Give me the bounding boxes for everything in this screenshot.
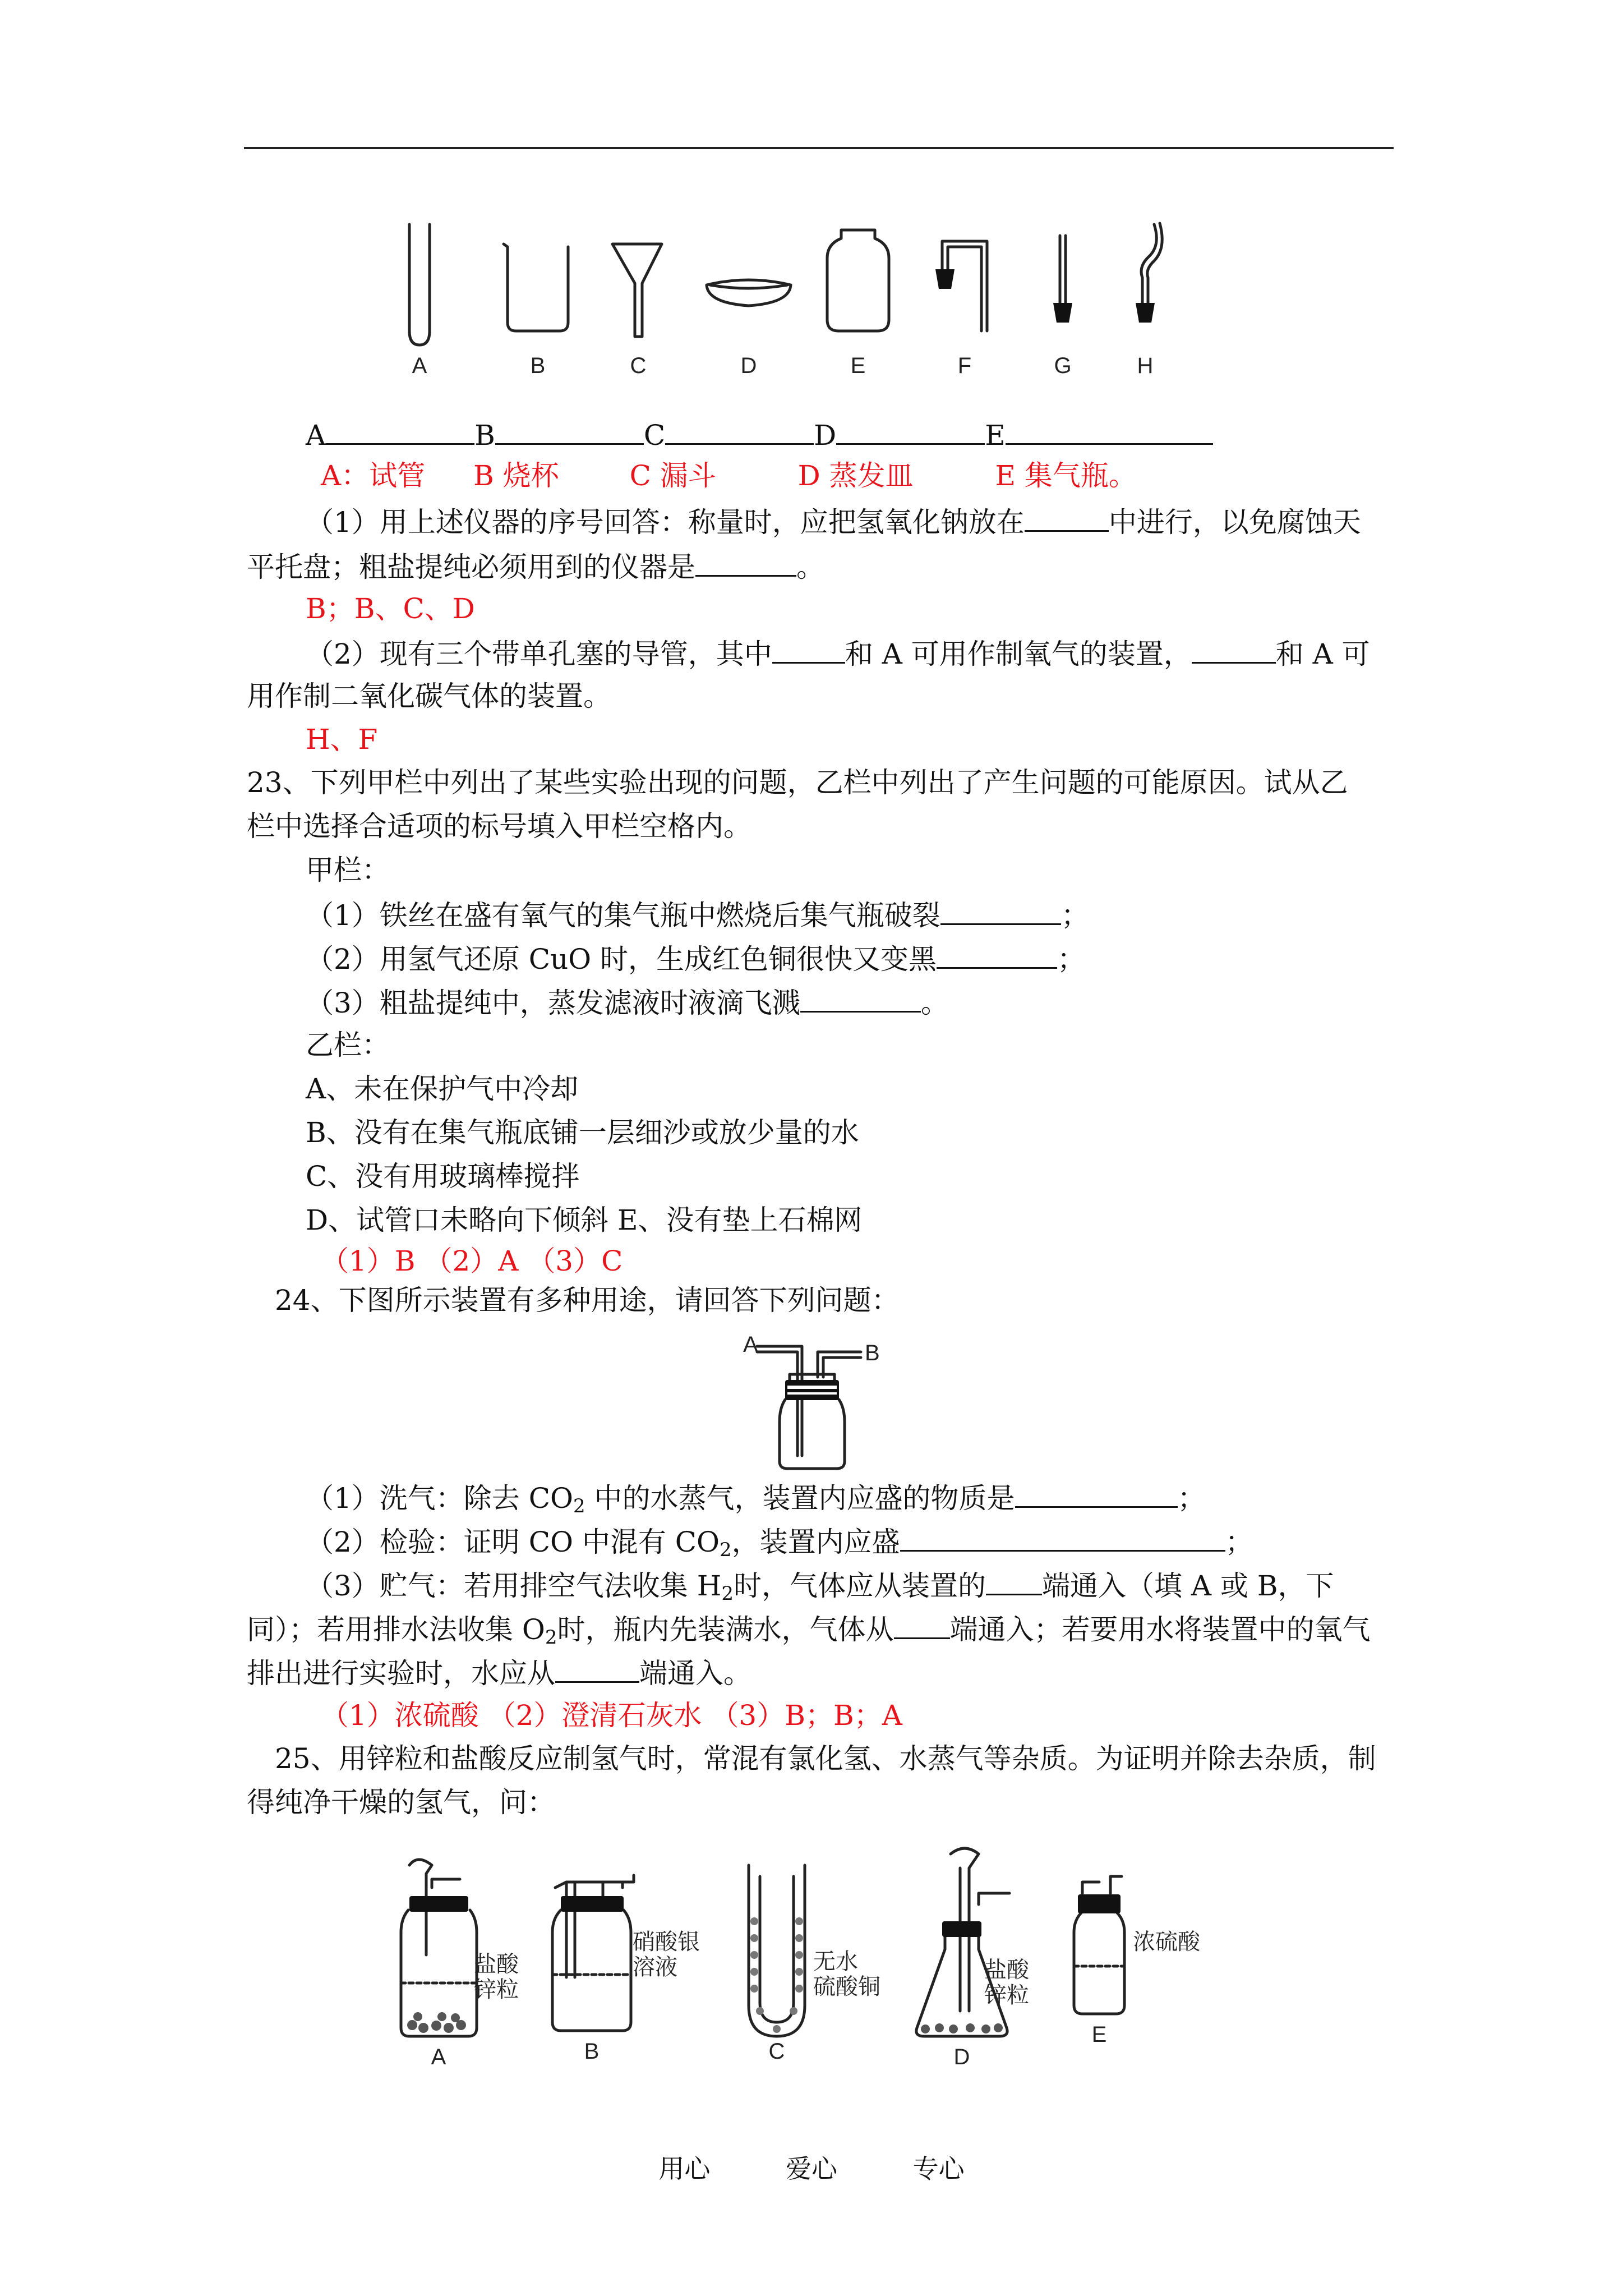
label-g: G bbox=[1054, 353, 1072, 378]
q25-intro2: 得纯净干燥的氢气，问： bbox=[247, 1786, 555, 1819]
q23-item1: （1）铁丝在盛有氧气的集气瓶中燃烧后集气瓶破裂 ； bbox=[306, 895, 1089, 934]
label-b: B bbox=[530, 353, 546, 378]
label-c-copper-sulfate: 硫酸铜 bbox=[813, 1974, 880, 2000]
label-d-zinc: 锌粒 bbox=[984, 1982, 1029, 2008]
label-e: E bbox=[850, 353, 866, 378]
answer-names: A：试管 B 烧杯 C 漏斗 D 蒸发皿 E 集气瓶。 bbox=[321, 459, 1137, 492]
q22-answer2: H、F bbox=[306, 723, 378, 756]
q24-line2: （2）检验：证明 CO 中混有 $CO_2$，装置内应盛 ； bbox=[306, 1522, 1253, 1561]
fig-label-c: C bbox=[768, 2039, 785, 2064]
q22-part1-line1: （1）用上述仪器的序号回答：称量时，应把氢氧化钠放在 中进行，以免腐蚀天 bbox=[306, 502, 1361, 541]
port-a-label: A bbox=[743, 1332, 758, 1357]
label-b-solution: 溶液 bbox=[633, 1954, 677, 1980]
port-b-label: B bbox=[865, 1341, 880, 1365]
q22-part2-line2: 用作制二氧化碳气体的装置。 bbox=[247, 680, 611, 712]
fig-label-e: E bbox=[1091, 2022, 1107, 2047]
gas-wash-bottle-figure bbox=[743, 1324, 903, 1475]
q23-yi: 乙栏： bbox=[306, 1029, 390, 1061]
label-d: D bbox=[740, 353, 757, 378]
label-e-sulfuric-acid: 浓硫酸 bbox=[1133, 1929, 1200, 1955]
q24-intro: 24、下图所示装置有多种用途，请回答下列问题： bbox=[275, 1284, 900, 1317]
q22-part1-line2: 平托盘；粗盐提纯必须用到的仪器是 。 bbox=[247, 547, 824, 586]
q23-intro1: 23、下列甲栏中列出了某些实验出现的问题，乙栏中列出了产生问题的可能原因。试从乙 bbox=[247, 766, 1348, 799]
fig-label-b: B bbox=[584, 2039, 600, 2064]
footer-item: 专心 bbox=[912, 2154, 965, 2184]
label-d-hcl: 盐酸 bbox=[984, 1957, 1029, 1983]
evaporating-dish-icon bbox=[707, 280, 791, 306]
label-a-hcl: 盐酸 bbox=[474, 1952, 519, 1977]
label-a: A bbox=[412, 353, 427, 378]
q23-opt-c: C、没有用玻璃棒搅拌 bbox=[306, 1160, 580, 1193]
purification-apparatus-figure bbox=[387, 1843, 1262, 2067]
q24-line1: （1）洗气：除去 $CO_2$ 中的水蒸气，装置内应盛的物质是 ； bbox=[306, 1478, 1206, 1517]
q23-answer: （1）B （2）A （3）C bbox=[321, 1245, 623, 1277]
q22-part2-line1: （2）现有三个带单孔塞的导管，其中 和 A 可用作制氧气的装置， 和 A 可 bbox=[306, 634, 1370, 673]
q23-item2: （2）用氢气还原 CuO 时，生成红色铜很快又变黑 ； bbox=[306, 939, 1085, 978]
test-tube-icon bbox=[409, 224, 430, 345]
beaker-icon bbox=[504, 244, 568, 331]
q23-intro2: 栏中选择合适项的标号填入甲栏空格内。 bbox=[247, 810, 751, 843]
blank-row: A B C D E bbox=[306, 415, 1213, 454]
q23-item3: （3）粗盐提纯中，蒸发滤液时液滴飞溅 。 bbox=[306, 983, 949, 1022]
label-c-anhydrous: 无水 bbox=[813, 1949, 858, 1975]
fig-label-a: A bbox=[431, 2045, 446, 2069]
q23-opt-de: D、试管口未略向下倾斜 E、没有垫上石棉网 bbox=[306, 1204, 863, 1236]
q24-line5: 排出进行实验时，水应从 端通入。 bbox=[247, 1653, 751, 1692]
q23-opt-a: A、未在保护气中冷却 bbox=[306, 1073, 579, 1105]
fig-label-d: D bbox=[953, 2045, 970, 2069]
apparatus-figure bbox=[381, 213, 1223, 393]
label-f: F bbox=[957, 353, 972, 378]
footer-item: 爱心 bbox=[786, 2154, 837, 2184]
q22-answer1: B；B、C、D bbox=[306, 592, 475, 625]
q25-intro1: 25、用锌粒和盐酸反应制氢气时，常混有氯化氢、水蒸气等杂质。为证明并除去杂质，制 bbox=[275, 1742, 1376, 1775]
gas-jar-icon bbox=[827, 230, 889, 331]
stopper-curved-tube-icon bbox=[1141, 223, 1162, 303]
funnel-icon bbox=[612, 244, 662, 337]
q23-opt-b: B、没有在集气瓶底铺一层细沙或放少量的水 bbox=[306, 1116, 859, 1149]
q24-answer: （1）浓硫酸 （2）澄清石灰水 （3）B；B；A bbox=[321, 1699, 902, 1732]
stopper-straight-tube-icon bbox=[1060, 236, 1066, 303]
footer-item: 用心 bbox=[658, 2154, 711, 2184]
footer bbox=[0, 2148, 1623, 2185]
label-a-zinc: 锌粒 bbox=[474, 1977, 519, 2003]
q23-jia: 甲栏： bbox=[306, 854, 390, 886]
label-c: C bbox=[630, 353, 647, 378]
label-b-silver-nitrate: 硝酸银 bbox=[633, 1929, 700, 1955]
q24-line3: （3）贮气：若用排空气法收集 $H_2$时，气体应从装置的 端通入（填 A 或 B，下 bbox=[306, 1566, 1334, 1604]
label-h: H bbox=[1137, 353, 1154, 378]
header-rule bbox=[244, 147, 1394, 149]
q24-line4: 同）；若用排水法收集 $O_2$时，瓶内先装满水，气体从 端通入；若要用水将装置中的氧气 bbox=[247, 1609, 1371, 1648]
